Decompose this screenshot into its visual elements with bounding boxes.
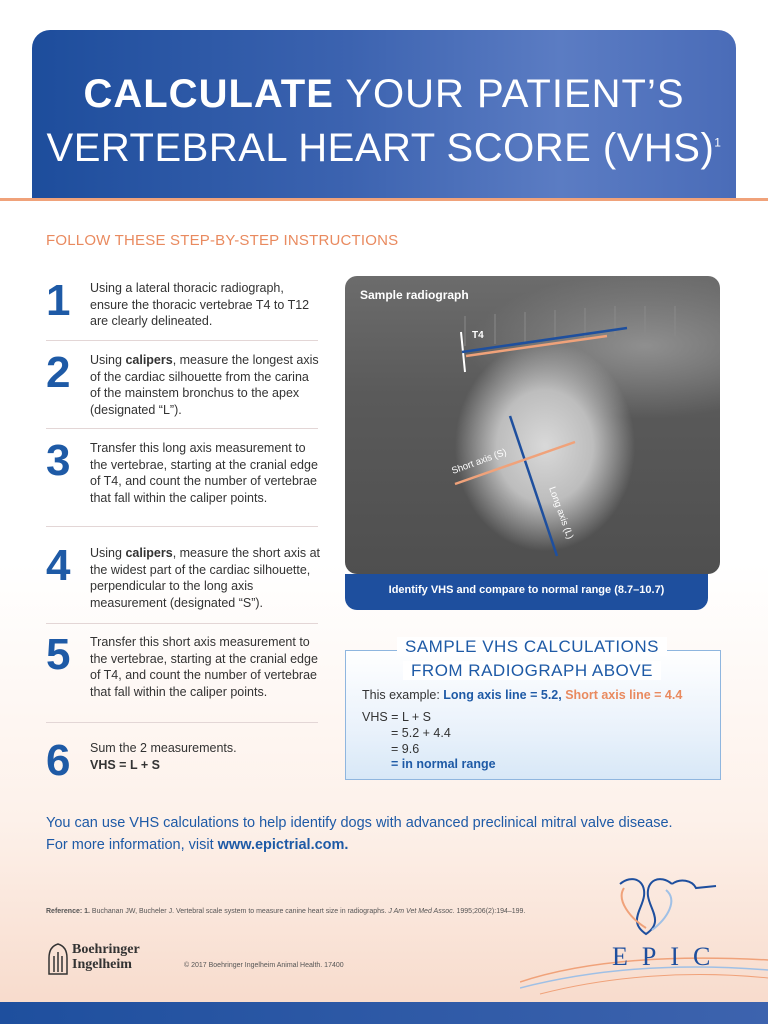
boehringer-wordmark: Boehringer Ingelheim [72,942,140,972]
step-text: Using calipers, measure the short axis at the widest part of the cardiac silhouette, perpendicular to the long axis measurement (designated “S”). [90,546,320,610]
calc-line: = 9.6 [391,742,420,756]
boehringer-logo-icon [46,942,70,976]
step-text: Sum the 2 measurements. VHS = L + S [90,741,237,772]
epic-wordmark: EPIC [612,942,725,971]
step-number: 5 [46,630,71,679]
step-number: 6 [46,736,71,785]
footnote-marker: 1 [714,135,722,150]
step-1 [46,276,318,341]
divider [0,198,768,201]
instructions-heading: FOLLOW THESE STEP-BY-STEP INSTRUCTIONS [46,232,399,249]
long-axis-line [510,416,557,556]
calc-result: = in normal range [391,757,496,771]
example-line: This example: Long axis line = 5.2, Short axis line = 4.4 [362,688,683,702]
step-text: Transfer this long axis measurement to the vertebrae, starting at the cranial edge of T4, and count the number of vertebrae that fall within the caliper points. [90,441,318,505]
radiograph-caption: Identify VHS and compare to normal range (8.7–10.7) [345,574,708,610]
vertebrae-line-orange [466,336,607,356]
epic-logo-icon [520,870,768,1000]
step-text: Using a lateral thoracic radiograph, ensure the thoracic vertebrae T4 to T12 are clearly delineated. [90,281,310,328]
step-3 [46,436,318,527]
step-2 [46,348,319,429]
header-banner [32,30,736,198]
vertebrae-line-blue [462,328,627,352]
step-text: Using calipers, measure the longest axis of the cardiac silhouette from the carina of the mainstem bronchus to the apex (designated “L”). [90,353,319,417]
step-number: 4 [46,541,71,590]
calc-line: VHS = L + S [362,710,432,724]
step-5 [46,630,318,723]
short-axis-label: Short axis (S) [450,446,509,477]
epic-trial-link[interactable]: www.epictrial.com. [217,837,349,853]
copyright: © 2017 Boehringer Ingelheim Animal Health. 17400 [184,962,344,969]
step-text: Transfer this short axis measurement to the vertebrae, starting at the cranial edge of T4, and count the number of vertebrae that fall within the caliper points. [90,635,318,699]
reference: Reference: 1. Buchanan JW, Bucheler J. Vertebral scale system to measure canine heart size in radiographs. J Am Vet Med Assoc. 1995;206(2):194–199. [46,908,526,915]
page-title-line1: CALCULATE YOUR PATIENT’S [83,72,685,116]
calc-line: = 5.2 + 4.4 [391,726,451,740]
sample-radiograph [345,276,720,574]
radiograph-annotations [345,276,720,574]
step-number: 1 [46,276,71,325]
t4-label: T4 [472,330,484,341]
sample-calculations-title: SAMPLE VHS CALCULATIONS FROM RADIOGRAPH ABOVE [357,635,707,683]
page-title-line2: VERTEBRAL HEART SCORE (VHS)$^1$ [46,126,722,170]
long-axis-label: Long axis (L) [546,485,576,541]
footer-bar [0,1002,768,1024]
step-number: 2 [46,348,71,397]
radiograph-label: Sample radiograph [360,288,469,302]
step-4 [46,541,320,624]
step-number: 3 [46,436,71,485]
step-6 [46,736,318,785]
info-text: You can use VHS calculations to help identify dogs with advanced preclinical mitral valve disease. For more information, visit www.epictrial.com. [46,815,673,853]
